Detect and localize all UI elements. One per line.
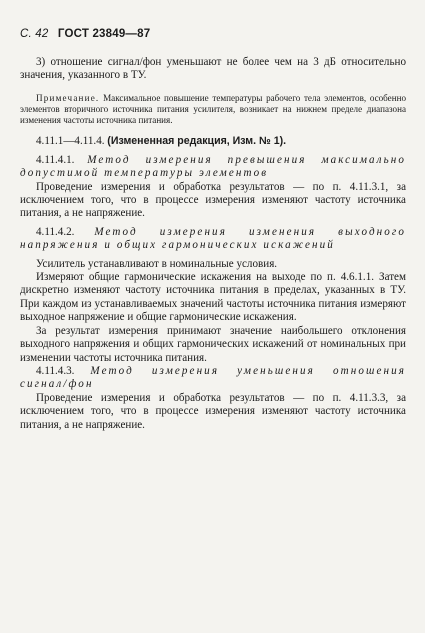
section-title: Метод измерения изменения выходного напряжения и общих гармонических искажений [20, 225, 406, 252]
section-4-11-4-2-p3: За результат измерения принимают значение наибольшего отклонения выходного напряжения и общих гармонических искажений от номинальных при изменении частоты источника питания. [20, 324, 406, 364]
section-4-11-4-2-p2: Измеряют общие гармонические искажения на выходе по п. 4.6.1.1. Затем дискретно изменяют частоту источника питания в пределах, указанных в ТУ. При каждом из устанавливаемых значений частоты источника питания измеряют выходное напряжение и общие гармонические искажения. [20, 271, 406, 324]
section-4-11-4-3-heading [20, 365, 406, 392]
note [20, 93, 406, 127]
note-text: Максимальное повышение температуры рабочего тела элементов, особенно элементов вторичного источника питания усилителя, возникает на нижнем пределе диапазона изменения частоты источника питания. [20, 92, 406, 126]
section-4-11-4-2-heading [20, 226, 406, 253]
note-label: Примечание. [36, 92, 100, 103]
section-4-11-4-1-heading [20, 154, 406, 181]
section-number: 4.11.4.3. [36, 364, 75, 377]
page-number: С. 42 [20, 28, 49, 40]
document-body [20, 56, 406, 432]
section-4-11-4-1-body: Проведение измерения и обработка результатов — по п. 4.11.3.1, за исключением того, что в процессе измерения изменяют частоту источника питания, а не напряжение. [20, 180, 406, 220]
section-number: 4.11.4.1. [36, 153, 75, 166]
amendment-line [20, 135, 406, 148]
paragraph-3: 3) отношение сигнал/фон уменьшают не более чем на 3 дБ относительно значения, указанного в ТУ. [20, 56, 406, 82]
standard-code: ГОСТ 23849—87 [57, 28, 151, 40]
section-title: Метод измерения превышения максимально допустимой температуры элементов [20, 153, 406, 180]
amendment-text: (Измененная редакция, Изм. № 1). [107, 135, 287, 148]
page-header [20, 28, 150, 40]
section-title: Метод измерения уменьшения отношения сигнал/фон [20, 364, 406, 391]
section-4-11-4-2-p1: Усилитель устанавливают в номинальные условия. [36, 257, 278, 270]
section-4-11-4-3-body: Проведение измерения и обработка результатов — по п. 4.11.3.3, за исключением того, что в процессе измерения изменяют частоту источника питания, а не напряжение. [20, 391, 406, 431]
section-number: 4.11.4.2. [36, 225, 75, 238]
amendment-range: 4.11.1—4.11.4. [36, 135, 105, 148]
